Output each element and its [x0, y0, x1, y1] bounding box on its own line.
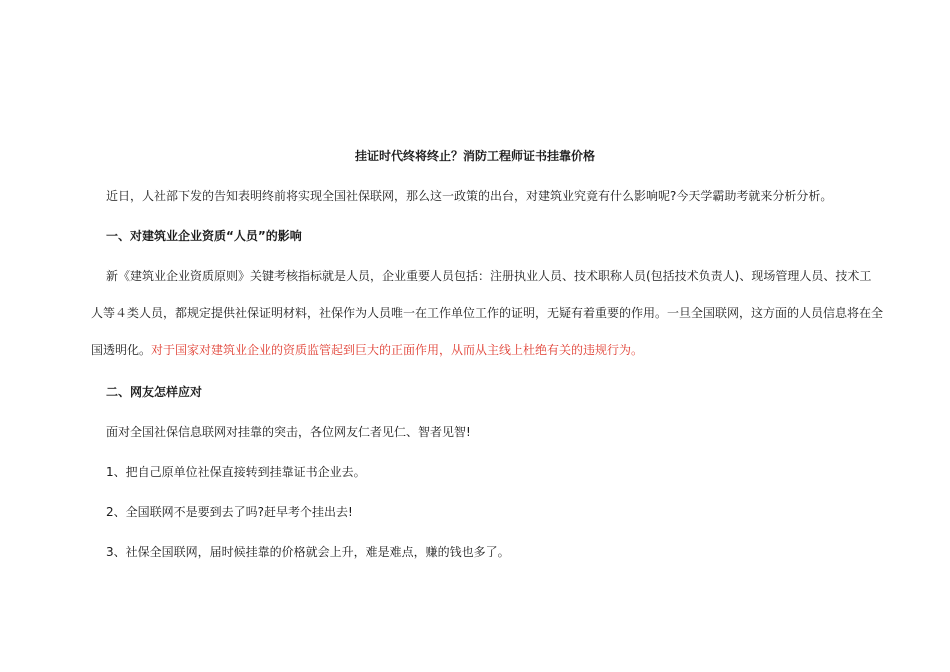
list-item: 3、社保全国联网，届时候挂靠的价格就会上升，难是难点，赚的钱也多了。	[106, 545, 510, 559]
intro-paragraph: 近日，人社部下发的告知表明终前将实现全国社保联网，那么这一政策的出台，对建筑业究竟有什么影响呢?今天学霸助考就来分析分析。	[106, 189, 833, 203]
section1-paragraph-line3	[91, 342, 643, 358]
section1-highlight-text: 对于国家对建筑业企业的资质监管起到巨大的正面作用，从而从主线上杜绝有关的违规行为。	[151, 343, 644, 357]
section1-paragraph-line1: 新《建筑业企业资质原则》关键考核指标就是人员，企业重要人员包括：注册执业人员、技术职称人员(包括技术负责人)、现场管理人员、技术工	[106, 269, 872, 283]
document-title: 挂证时代终将终止？消防工程师证书挂靠价格	[354, 149, 595, 163]
section1-paragraph-line2: 人等４类人员，都规定提供社保证明材料，社保作为人员唯一在工作单位工作的证明，无疑有着重要的作用。一旦全国联网，这方面的人员信息将在全	[91, 306, 884, 320]
section2-intro: 面对全国社保信息联网对挂靠的突击，各位网友仁者见仁、智者见智!	[106, 425, 471, 439]
list-item: 1、把自己原单位社保直接转到挂靠证书企业去。	[106, 465, 366, 479]
list-item: 2、全国联网不是要到去了吗?赶早考个挂出去!	[106, 505, 353, 519]
section1-heading: 一、对建筑业企业资质“人员”的影响	[106, 229, 302, 243]
section1-paragraph-line3-text: 国透明化。	[91, 343, 152, 357]
section2-heading: 二、网友怎样应对	[106, 385, 203, 399]
